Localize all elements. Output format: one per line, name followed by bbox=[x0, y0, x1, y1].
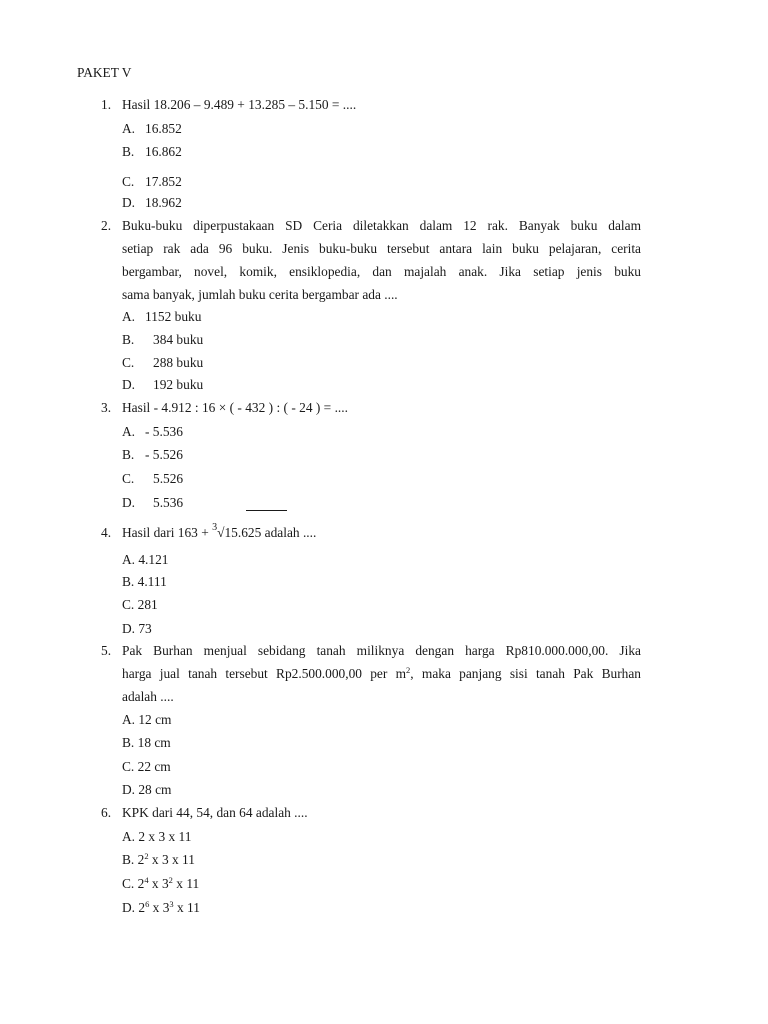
root-index: 3 bbox=[212, 522, 218, 533]
question-4-number: 4. bbox=[101, 525, 112, 540]
option-value: 5.536 bbox=[153, 495, 184, 510]
question-4-text-before: Hasil dari 163 + bbox=[122, 525, 209, 540]
question-1-text: Hasil 18.206 – 9.489 + 13.285 – 5.150 = .... bbox=[122, 97, 357, 112]
option-text: x 3 bbox=[148, 876, 169, 891]
page-title: PAKET V bbox=[77, 65, 132, 80]
option-letter: B. bbox=[122, 332, 135, 347]
question-2-line-3: bergambar, novel, komik, ensiklopedia, dan majalah anak. Jika setiap jenis buku bbox=[122, 264, 641, 279]
question-4-option-c: C. 281 bbox=[122, 597, 158, 612]
question-5-number: 5. bbox=[101, 643, 112, 658]
exponent: 6 bbox=[145, 899, 150, 909]
option-text: D. 2 bbox=[122, 900, 146, 915]
question-6-number: 6. bbox=[101, 805, 112, 820]
option-letter: B. bbox=[122, 447, 135, 462]
option-value: 1152 buku bbox=[145, 309, 202, 324]
question-2-number: 2. bbox=[101, 218, 112, 233]
exponent: 4 bbox=[144, 875, 149, 885]
question-3-text: Hasil - 4.912 : 16 × ( - 432 ) : ( - 24 ) = .... bbox=[122, 400, 348, 415]
question-5-option-d: D. 28 cm bbox=[122, 782, 172, 797]
option-text: x 11 bbox=[173, 900, 200, 915]
exponent: 2 bbox=[168, 875, 173, 885]
question-6-option-c bbox=[122, 876, 199, 892]
exponent: 2 bbox=[144, 851, 149, 861]
exponent: 3 bbox=[169, 899, 174, 909]
question-6-text: KPK dari 44, 54, dan 64 adalah .... bbox=[122, 805, 308, 820]
question-2-line-2: setiap rak ada 96 buku. Jenis buku-buku tersebut antara lain buku pelajaran, cerita bbox=[122, 241, 641, 256]
question-4-option-a: A. 4.121 bbox=[122, 552, 169, 567]
question-2-line-4: sama banyak, jumlah buku cerita bergambar ada .... bbox=[122, 287, 398, 302]
option-text: x 3 bbox=[149, 900, 170, 915]
option-value: 16.862 bbox=[145, 144, 182, 159]
question-2-line-1: Buku-buku diperpustakaan SD Ceria diletakkan dalam 12 rak. Banyak buku dalam bbox=[122, 218, 641, 233]
question-4-text bbox=[122, 522, 317, 541]
option-text: C. 2 bbox=[122, 876, 145, 891]
option-letter: A. bbox=[122, 424, 136, 439]
option-value: 288 buku bbox=[153, 355, 204, 370]
question-3-number: 3. bbox=[101, 400, 112, 415]
question-5-option-a: A. 12 cm bbox=[122, 712, 172, 727]
option-letter: C. bbox=[122, 471, 135, 486]
line-2-after: , maka panjang sisi tanah Pak Burhan bbox=[410, 666, 641, 681]
option-letter: C. bbox=[122, 355, 135, 370]
line-2-before: harga jual tanah tersebut Rp2.500.000,00 per m bbox=[122, 666, 407, 681]
option-value: 17.852 bbox=[145, 174, 182, 189]
option-letter: C. bbox=[122, 174, 135, 189]
radical-vinculum bbox=[246, 510, 287, 511]
option-text: B. 2 bbox=[122, 852, 145, 867]
option-value: - 5.526 bbox=[145, 447, 183, 462]
option-value: 16.852 bbox=[145, 121, 182, 136]
question-5-line-2 bbox=[122, 666, 641, 682]
option-value: - 5.536 bbox=[145, 424, 183, 439]
question-6-option-b bbox=[122, 852, 195, 868]
question-5-option-c: C. 22 cm bbox=[122, 759, 171, 774]
question-6-option-a: A. 2 x 3 x 11 bbox=[122, 829, 192, 844]
option-letter: D. bbox=[122, 495, 136, 510]
option-letter: D. bbox=[122, 195, 136, 210]
radical-sign: √ bbox=[217, 525, 225, 540]
superscript: 2 bbox=[406, 665, 411, 675]
option-value: 5.526 bbox=[153, 471, 184, 486]
option-letter: B. bbox=[122, 144, 135, 159]
option-value: 192 buku bbox=[153, 377, 204, 392]
question-1-number: 1. bbox=[101, 97, 112, 112]
question-5-option-b: B. 18 cm bbox=[122, 735, 171, 750]
option-letter: A. bbox=[122, 309, 136, 324]
option-letter: D. bbox=[122, 377, 136, 392]
option-value: 384 buku bbox=[153, 332, 204, 347]
radicand: 15.625 bbox=[224, 525, 262, 540]
option-letter: A. bbox=[122, 121, 136, 136]
question-5-line-3: adalah .... bbox=[122, 689, 174, 704]
question-4-text-after: adalah .... bbox=[264, 525, 317, 540]
question-6-option-d bbox=[122, 900, 200, 916]
question-4-option-d: D. 73 bbox=[122, 621, 152, 636]
option-value: 18.962 bbox=[145, 195, 182, 210]
option-text: x 11 bbox=[172, 876, 200, 891]
question-4-option-b: B. 4.111 bbox=[122, 574, 167, 589]
question-5-line-1: Pak Burhan menjual sebidang tanah miliknya dengan harga Rp810.000.000,00. Jika bbox=[122, 643, 641, 658]
option-text: x 3 x 11 bbox=[148, 852, 195, 867]
